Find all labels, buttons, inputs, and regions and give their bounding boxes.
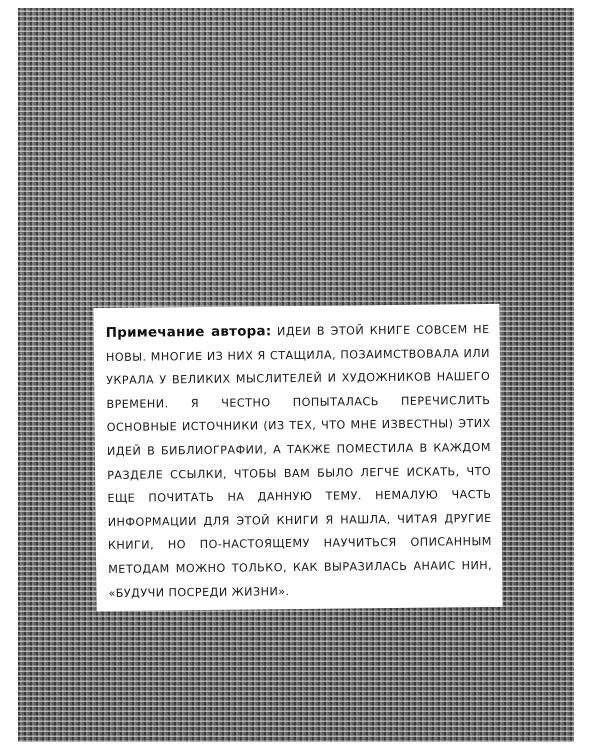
author-note-heading: Примечание автора: [105, 323, 272, 342]
author-note-body: ИДЕИ В ЭТОЙ КНИГЕ СОВСЕМ НЕ НОВЫ. МНОГИЕ ИЗ НИХ Я СТАЩИЛА, ПОЗАИМСТВОВАЛА ИЛИ УКРАЛА У ВЕЛИКИХ МЫСЛИТЕЛЕЙ И ХУДОЖНИКОВ НАШЕГО ВРЕМЕНИ. Я ЧЕСТНО ПОПЫТАЛАСЬ ПЕРЕЧИСЛИТЬ ОСНОВНЫЕ ИСТОЧНИКИ (ИЗ ТЕХ, ЧТО МНЕ ИЗВЕСТНЫ) ЭТИХ ИДЕЙ В БИБЛИОГРАФИИ, А ТАКЖЕ ПОМЕСТИЛА В КАЖДОМ РАЗДЕЛЕ ССЫЛКИ, ЧТОБЫ ВАМ БЫЛО ЛЕГЧЕ ИСКАТЬ, ЧТО ЕЩЕ ПОЧИТАТЬ НА ДАННУЮ ТЕМУ. НЕМАЛУЮ ЧАСТЬ ИНФОРМАЦИИ ДЛЯ ЭТОЙ КНИГИ Я НАШЛА, ЧИТАЯ ДРУГИЕ КНИГИ, НО ПО-НАСТОЯЩЕМУ НАУЧИТЬСЯ ОПИСАННЫМ МЕТОДАМ МОЖНО ТОЛЬКО, КАК ВЫРАЗИЛАСЬ АНАИС НИН, «БУДУЧИ ПОСРЕДИ ЖИЗНИ». [105, 322, 493, 600]
author-note-card [93, 304, 502, 611]
author-note-text [106, 318, 493, 605]
